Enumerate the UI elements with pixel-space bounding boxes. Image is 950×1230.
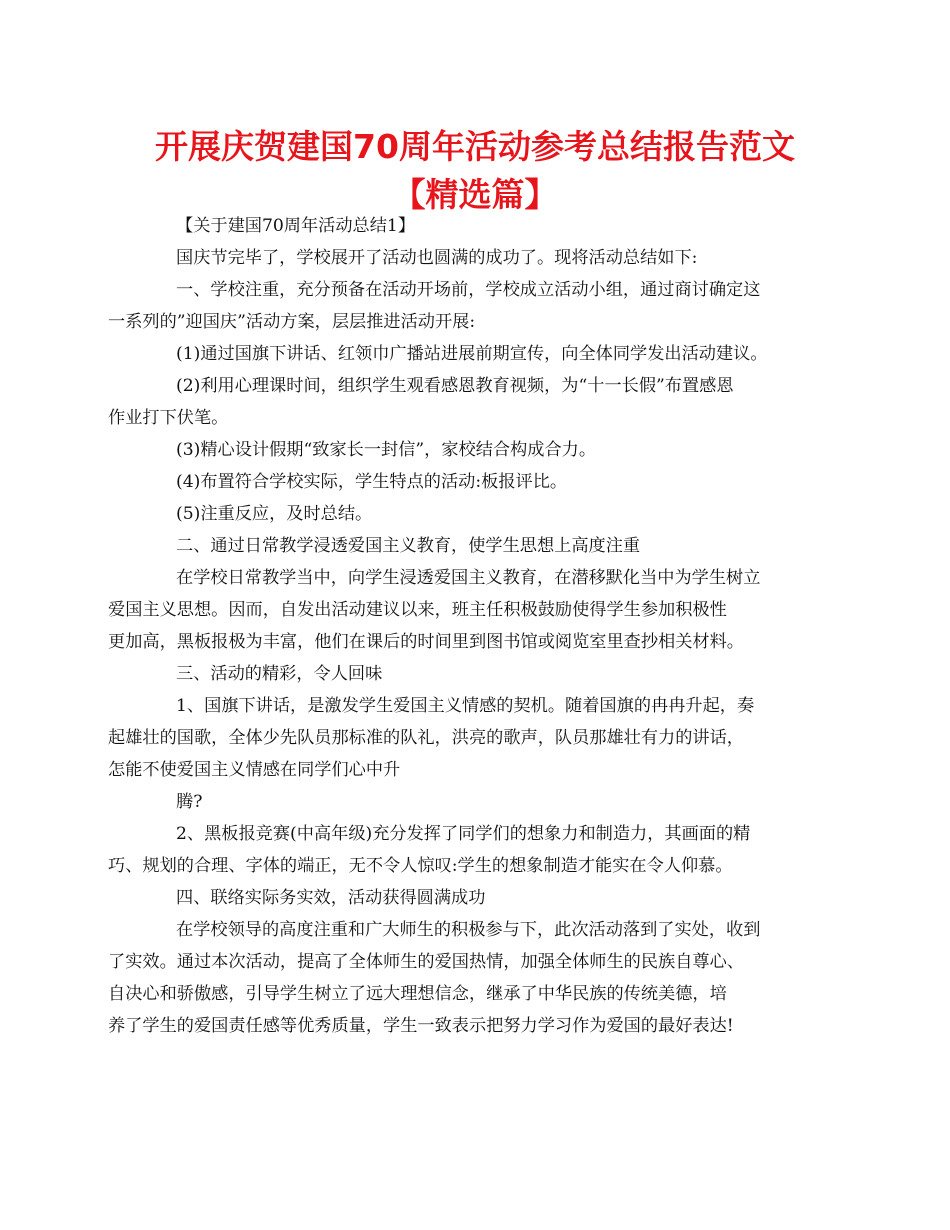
paragraph-line: 【关于建国70周年活动总结1】 xyxy=(176,216,416,236)
paragraph-line: 在学校领导的高度注重和广大师生的积极参与下，此次活动落到了实处，收到 xyxy=(176,920,761,940)
paragraph xyxy=(142,498,822,530)
paragraph xyxy=(142,434,822,466)
paragraph xyxy=(142,466,822,498)
paragraph xyxy=(108,818,822,882)
paragraph xyxy=(108,370,822,434)
paragraph xyxy=(142,658,822,690)
paragraph xyxy=(142,530,822,562)
paragraph-line: 1、国旗下讲话，是激发学生爱国主义情感的契机。随着国旗的冉冉升起，奏 xyxy=(176,696,755,716)
paragraph-line: 四、联络实际务实效，活动获得圆满成功 xyxy=(176,888,486,908)
paragraph-line: (1)通过国旗下讲话、红领巾广播站进展前期宣传，向全体同学发出活动建议。 xyxy=(176,344,768,364)
paragraph-line: 三、活动的精彩，令人回味 xyxy=(176,664,383,684)
paragraph-line: (3)精心设计假期“致家长一封信”，家校结合构成合力。 xyxy=(176,440,597,460)
paragraph-line: (5)注重反应，及时总结。 xyxy=(176,504,373,524)
document-title-line-2: 【精选篇】 xyxy=(392,175,558,214)
paragraph xyxy=(108,274,822,338)
document-title-line-1: 开展庆贺建国70周年活动参考总结报告范文 xyxy=(155,127,795,166)
paragraph xyxy=(108,562,822,658)
paragraph-line: 腾? xyxy=(176,792,203,812)
paragraph xyxy=(142,882,822,914)
paragraph xyxy=(108,914,822,1042)
paragraph-line: (4)布置符合学校实际，学生特点的活动:板报评比。 xyxy=(176,472,568,492)
paragraph-line: 自决心和骄傲感，引导学生树立了远大理想信念，继承了中华民族的传统美德，培 xyxy=(108,984,727,1004)
paragraph-line: 一、学校注重，充分预备在活动开场前，学校成立活动小组，通过商讨确定这 xyxy=(176,280,761,300)
paragraph-line: 巧、规划的合理、字体的端正，无不令人惊叹:学生的想象制造才能实在令人仰慕。 xyxy=(108,856,733,876)
paragraph-line: 2、黑板报竞赛(中高年级)充分发挥了同学们的想象力和制造力，其画面的精 xyxy=(176,824,751,844)
paragraph-line: 了实效。通过本次活动，提高了全体师生的爱国热情，加强全体师生的民族自尊心、 xyxy=(108,952,744,972)
paragraph-line: 国庆节完毕了，学校展开了活动也圆满的成功了。现将活动总结如下: xyxy=(176,248,698,268)
paragraph-line: 爱国主义思想。因而，自发出活动建议以来，班主任积极鼓励使得学生参加积极性 xyxy=(108,600,727,620)
document-body xyxy=(108,210,822,1042)
paragraph xyxy=(142,242,822,274)
paragraph-line: (2)利用心理课时间，组织学生观看感恩教育视频，为“十一长假”布置感恩 xyxy=(176,376,734,396)
paragraph-line: 作业打下伏笔。 xyxy=(108,408,229,428)
paragraph xyxy=(142,338,822,370)
paragraph-line: 怎能不使爱国主义情感在同学们心中升 xyxy=(108,760,401,780)
paragraph-line: 二、通过日常教学浸透爱国主义教育，使学生思想上高度注重 xyxy=(176,536,641,556)
paragraph xyxy=(142,786,822,818)
paragraph-line: 一系列的”迎国庆”活动方案，层层推进活动开展: xyxy=(108,312,476,332)
paragraph-line: 养了学生的爱国责任感等优秀质量，学生一致表示把努力学习作为爱国的最好表达! xyxy=(108,1016,734,1036)
paragraph-line: 更加高，黑板报极为丰富，他们在课后的时间里到图书馆或阅览室里查抄相关材料。 xyxy=(108,632,744,652)
paragraph-line: 在学校日常教学当中，向学生浸透爱国主义教育，在潜移默化当中为学生树立 xyxy=(176,568,761,588)
paragraph-line: 起雄壮的国歌，全体少先队员那标准的队礼，洪亮的歌声，队员那雄壮有力的讲话， xyxy=(108,728,744,748)
paragraph xyxy=(142,210,822,242)
paragraph xyxy=(108,690,822,786)
